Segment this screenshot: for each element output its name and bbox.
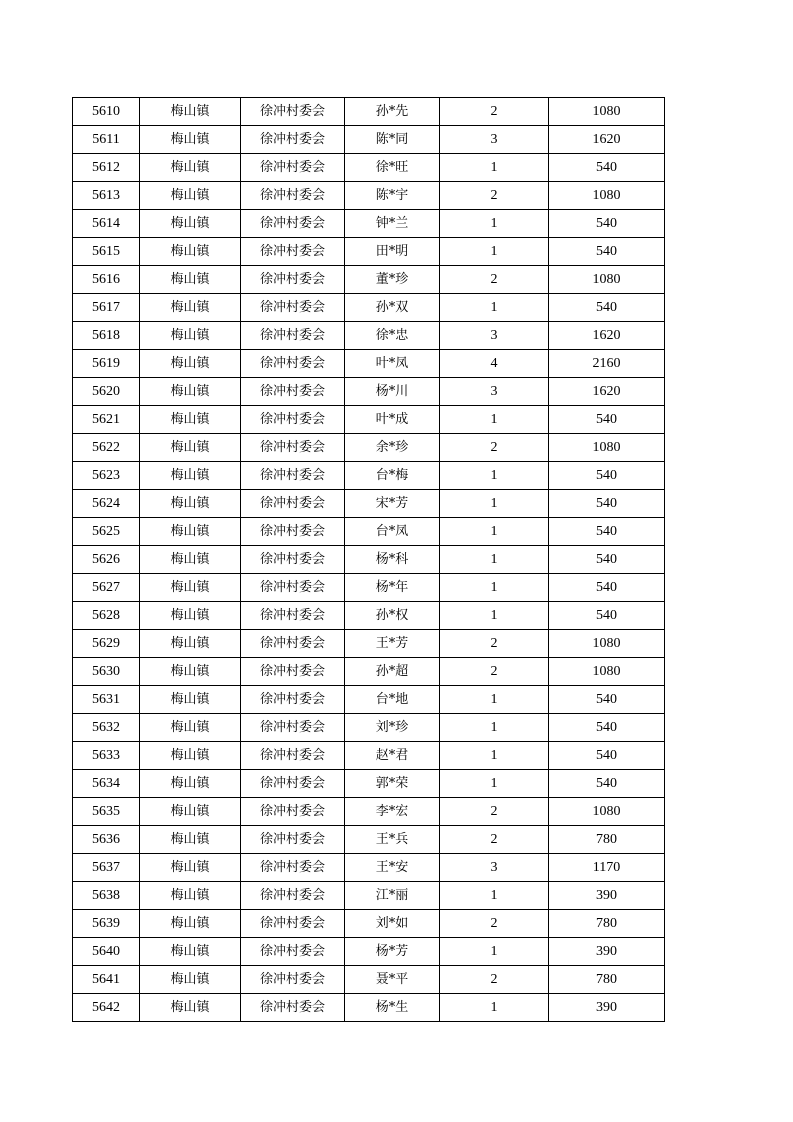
cell-household-count: 3 xyxy=(440,126,549,154)
cell-name: 杨*川 xyxy=(345,378,440,406)
cell-town: 梅山镇 xyxy=(140,378,241,406)
table-row xyxy=(73,826,665,854)
cell-name: 叶*成 xyxy=(345,406,440,434)
table-row xyxy=(73,294,665,322)
cell-town: 梅山镇 xyxy=(140,294,241,322)
cell-name: 刘*如 xyxy=(345,910,440,938)
cell-name: 余*珍 xyxy=(345,434,440,462)
cell-amount: 540 xyxy=(549,210,665,238)
cell-serial-number: 5622 xyxy=(73,434,140,462)
cell-amount: 540 xyxy=(549,770,665,798)
cell-amount: 540 xyxy=(549,154,665,182)
cell-name: 王*兵 xyxy=(345,826,440,854)
cell-town: 梅山镇 xyxy=(140,434,241,462)
table-body xyxy=(73,98,665,1022)
cell-village-committee: 徐冲村委会 xyxy=(241,686,345,714)
cell-village-committee: 徐冲村委会 xyxy=(241,322,345,350)
cell-town: 梅山镇 xyxy=(140,826,241,854)
cell-amount: 540 xyxy=(549,518,665,546)
cell-town: 梅山镇 xyxy=(140,238,241,266)
table-row xyxy=(73,210,665,238)
table-row xyxy=(73,238,665,266)
cell-town: 梅山镇 xyxy=(140,126,241,154)
cell-household-count: 1 xyxy=(440,210,549,238)
cell-amount: 1620 xyxy=(549,378,665,406)
cell-serial-number: 5636 xyxy=(73,826,140,854)
cell-household-count: 1 xyxy=(440,882,549,910)
cell-serial-number: 5621 xyxy=(73,406,140,434)
table-row xyxy=(73,966,665,994)
table-row xyxy=(73,350,665,378)
cell-town: 梅山镇 xyxy=(140,574,241,602)
cell-name: 孙*权 xyxy=(345,602,440,630)
table-row xyxy=(73,462,665,490)
cell-name: 王*芳 xyxy=(345,630,440,658)
table-row xyxy=(73,434,665,462)
cell-village-committee: 徐冲村委会 xyxy=(241,490,345,518)
cell-village-committee: 徐冲村委会 xyxy=(241,966,345,994)
cell-amount: 540 xyxy=(549,546,665,574)
cell-household-count: 1 xyxy=(440,154,549,182)
cell-serial-number: 5628 xyxy=(73,602,140,630)
cell-serial-number: 5642 xyxy=(73,994,140,1022)
cell-amount: 390 xyxy=(549,938,665,966)
cell-town: 梅山镇 xyxy=(140,882,241,910)
table-row xyxy=(73,630,665,658)
cell-village-committee: 徐冲村委会 xyxy=(241,574,345,602)
table-row xyxy=(73,126,665,154)
cell-village-committee: 徐冲村委会 xyxy=(241,714,345,742)
cell-serial-number: 5630 xyxy=(73,658,140,686)
cell-village-committee: 徐冲村委会 xyxy=(241,770,345,798)
cell-serial-number: 5627 xyxy=(73,574,140,602)
cell-town: 梅山镇 xyxy=(140,98,241,126)
cell-village-committee: 徐冲村委会 xyxy=(241,994,345,1022)
cell-village-committee: 徐冲村委会 xyxy=(241,462,345,490)
table-row xyxy=(73,574,665,602)
cell-serial-number: 5610 xyxy=(73,98,140,126)
cell-amount: 540 xyxy=(549,574,665,602)
table-row xyxy=(73,266,665,294)
cell-amount: 540 xyxy=(549,462,665,490)
table-row xyxy=(73,602,665,630)
cell-town: 梅山镇 xyxy=(140,714,241,742)
cell-household-count: 1 xyxy=(440,294,549,322)
cell-serial-number: 5633 xyxy=(73,742,140,770)
cell-amount: 390 xyxy=(549,994,665,1022)
cell-town: 梅山镇 xyxy=(140,350,241,378)
table-row xyxy=(73,490,665,518)
cell-village-committee: 徐冲村委会 xyxy=(241,742,345,770)
cell-serial-number: 5623 xyxy=(73,462,140,490)
cell-serial-number: 5616 xyxy=(73,266,140,294)
table-row xyxy=(73,882,665,910)
cell-household-count: 2 xyxy=(440,826,549,854)
cell-serial-number: 5641 xyxy=(73,966,140,994)
cell-name: 孙*超 xyxy=(345,658,440,686)
cell-serial-number: 5634 xyxy=(73,770,140,798)
cell-serial-number: 5618 xyxy=(73,322,140,350)
cell-household-count: 1 xyxy=(440,994,549,1022)
cell-name: 聂*平 xyxy=(345,966,440,994)
cell-name: 赵*君 xyxy=(345,742,440,770)
cell-amount: 1080 xyxy=(549,266,665,294)
cell-household-count: 2 xyxy=(440,266,549,294)
cell-amount: 540 xyxy=(549,490,665,518)
cell-amount: 1080 xyxy=(549,182,665,210)
cell-village-committee: 徐冲村委会 xyxy=(241,518,345,546)
cell-village-committee: 徐冲村委会 xyxy=(241,154,345,182)
cell-serial-number: 5619 xyxy=(73,350,140,378)
cell-name: 台*凤 xyxy=(345,518,440,546)
cell-serial-number: 5617 xyxy=(73,294,140,322)
cell-serial-number: 5625 xyxy=(73,518,140,546)
table-row xyxy=(73,182,665,210)
cell-amount: 780 xyxy=(549,826,665,854)
cell-household-count: 2 xyxy=(440,910,549,938)
cell-village-committee: 徐冲村委会 xyxy=(241,210,345,238)
cell-household-count: 1 xyxy=(440,602,549,630)
cell-name: 孙*先 xyxy=(345,98,440,126)
table-row xyxy=(73,322,665,350)
table-row xyxy=(73,714,665,742)
cell-amount: 1080 xyxy=(549,434,665,462)
cell-household-count: 1 xyxy=(440,714,549,742)
cell-household-count: 3 xyxy=(440,322,549,350)
cell-serial-number: 5635 xyxy=(73,798,140,826)
table-row xyxy=(73,994,665,1022)
cell-name: 江*丽 xyxy=(345,882,440,910)
cell-village-committee: 徐冲村委会 xyxy=(241,378,345,406)
cell-serial-number: 5631 xyxy=(73,686,140,714)
cell-serial-number: 5611 xyxy=(73,126,140,154)
cell-town: 梅山镇 xyxy=(140,630,241,658)
cell-town: 梅山镇 xyxy=(140,854,241,882)
cell-household-count: 1 xyxy=(440,686,549,714)
cell-name: 台*地 xyxy=(345,686,440,714)
cell-town: 梅山镇 xyxy=(140,770,241,798)
cell-village-committee: 徐冲村委会 xyxy=(241,938,345,966)
cell-village-committee: 徐冲村委会 xyxy=(241,294,345,322)
cell-town: 梅山镇 xyxy=(140,742,241,770)
cell-household-count: 1 xyxy=(440,938,549,966)
cell-amount: 540 xyxy=(549,406,665,434)
cell-village-committee: 徐冲村委会 xyxy=(241,826,345,854)
cell-name: 杨*年 xyxy=(345,574,440,602)
cell-household-count: 2 xyxy=(440,98,549,126)
cell-town: 梅山镇 xyxy=(140,910,241,938)
cell-town: 梅山镇 xyxy=(140,462,241,490)
cell-serial-number: 5624 xyxy=(73,490,140,518)
cell-town: 梅山镇 xyxy=(140,602,241,630)
cell-village-committee: 徐冲村委会 xyxy=(241,238,345,266)
cell-amount: 1170 xyxy=(549,854,665,882)
cell-amount: 540 xyxy=(549,686,665,714)
cell-household-count: 1 xyxy=(440,770,549,798)
table-row xyxy=(73,406,665,434)
cell-amount: 780 xyxy=(549,910,665,938)
cell-serial-number: 5626 xyxy=(73,546,140,574)
cell-amount: 540 xyxy=(549,714,665,742)
cell-serial-number: 5615 xyxy=(73,238,140,266)
cell-name: 孙*双 xyxy=(345,294,440,322)
cell-household-count: 2 xyxy=(440,630,549,658)
cell-town: 梅山镇 xyxy=(140,406,241,434)
cell-town: 梅山镇 xyxy=(140,266,241,294)
table-row xyxy=(73,98,665,126)
cell-name: 徐*旺 xyxy=(345,154,440,182)
table-row xyxy=(73,518,665,546)
cell-amount: 1620 xyxy=(549,322,665,350)
cell-name: 郭*荣 xyxy=(345,770,440,798)
cell-name: 钟*兰 xyxy=(345,210,440,238)
cell-village-committee: 徐冲村委会 xyxy=(241,602,345,630)
cell-household-count: 1 xyxy=(440,742,549,770)
cell-village-committee: 徐冲村委会 xyxy=(241,266,345,294)
table-row xyxy=(73,742,665,770)
cell-amount: 1080 xyxy=(549,798,665,826)
cell-amount: 1080 xyxy=(549,98,665,126)
cell-village-committee: 徐冲村委会 xyxy=(241,406,345,434)
cell-amount: 2160 xyxy=(549,350,665,378)
cell-serial-number: 5632 xyxy=(73,714,140,742)
cell-town: 梅山镇 xyxy=(140,966,241,994)
cell-household-count: 2 xyxy=(440,182,549,210)
cell-town: 梅山镇 xyxy=(140,994,241,1022)
cell-town: 梅山镇 xyxy=(140,518,241,546)
cell-village-committee: 徐冲村委会 xyxy=(241,798,345,826)
cell-serial-number: 5629 xyxy=(73,630,140,658)
cell-amount: 1620 xyxy=(549,126,665,154)
cell-household-count: 4 xyxy=(440,350,549,378)
cell-town: 梅山镇 xyxy=(140,798,241,826)
cell-village-committee: 徐冲村委会 xyxy=(241,182,345,210)
cell-name: 台*梅 xyxy=(345,462,440,490)
cell-household-count: 2 xyxy=(440,798,549,826)
cell-amount: 540 xyxy=(549,294,665,322)
cell-serial-number: 5638 xyxy=(73,882,140,910)
table-row xyxy=(73,938,665,966)
cell-serial-number: 5612 xyxy=(73,154,140,182)
cell-household-count: 3 xyxy=(440,378,549,406)
cell-village-committee: 徐冲村委会 xyxy=(241,882,345,910)
cell-serial-number: 5637 xyxy=(73,854,140,882)
cell-amount: 540 xyxy=(549,742,665,770)
cell-household-count: 2 xyxy=(440,966,549,994)
cell-name: 杨*芳 xyxy=(345,938,440,966)
cell-town: 梅山镇 xyxy=(140,938,241,966)
cell-village-committee: 徐冲村委会 xyxy=(241,658,345,686)
cell-household-count: 2 xyxy=(440,658,549,686)
cell-amount: 1080 xyxy=(549,630,665,658)
cell-village-committee: 徐冲村委会 xyxy=(241,434,345,462)
table-row xyxy=(73,658,665,686)
cell-name: 刘*珍 xyxy=(345,714,440,742)
cell-amount: 780 xyxy=(549,966,665,994)
cell-household-count: 1 xyxy=(440,462,549,490)
table-row xyxy=(73,770,665,798)
cell-name: 陈*宇 xyxy=(345,182,440,210)
cell-amount: 1080 xyxy=(549,658,665,686)
cell-household-count: 1 xyxy=(440,406,549,434)
data-table xyxy=(72,97,665,1022)
table-row xyxy=(73,910,665,938)
cell-name: 陈*同 xyxy=(345,126,440,154)
cell-town: 梅山镇 xyxy=(140,154,241,182)
cell-village-committee: 徐冲村委会 xyxy=(241,126,345,154)
table-row xyxy=(73,686,665,714)
cell-household-count: 1 xyxy=(440,490,549,518)
cell-name: 徐*忠 xyxy=(345,322,440,350)
cell-town: 梅山镇 xyxy=(140,322,241,350)
table-row xyxy=(73,546,665,574)
cell-serial-number: 5639 xyxy=(73,910,140,938)
cell-serial-number: 5620 xyxy=(73,378,140,406)
cell-village-committee: 徐冲村委会 xyxy=(241,854,345,882)
cell-amount: 540 xyxy=(549,602,665,630)
cell-household-count: 1 xyxy=(440,518,549,546)
cell-village-committee: 徐冲村委会 xyxy=(241,350,345,378)
cell-household-count: 1 xyxy=(440,574,549,602)
cell-household-count: 3 xyxy=(440,854,549,882)
cell-village-committee: 徐冲村委会 xyxy=(241,98,345,126)
cell-serial-number: 5613 xyxy=(73,182,140,210)
table-row xyxy=(73,154,665,182)
cell-name: 宋*芳 xyxy=(345,490,440,518)
cell-name: 李*宏 xyxy=(345,798,440,826)
cell-amount: 540 xyxy=(549,238,665,266)
cell-name: 田*明 xyxy=(345,238,440,266)
cell-name: 杨*科 xyxy=(345,546,440,574)
cell-town: 梅山镇 xyxy=(140,210,241,238)
cell-name: 董*珍 xyxy=(345,266,440,294)
cell-town: 梅山镇 xyxy=(140,490,241,518)
cell-village-committee: 徐冲村委会 xyxy=(241,546,345,574)
cell-serial-number: 5640 xyxy=(73,938,140,966)
cell-town: 梅山镇 xyxy=(140,658,241,686)
cell-household-count: 2 xyxy=(440,434,549,462)
cell-name: 叶*凤 xyxy=(345,350,440,378)
cell-serial-number: 5614 xyxy=(73,210,140,238)
cell-village-committee: 徐冲村委会 xyxy=(241,910,345,938)
cell-village-committee: 徐冲村委会 xyxy=(241,630,345,658)
table-row xyxy=(73,854,665,882)
cell-town: 梅山镇 xyxy=(140,546,241,574)
cell-name: 王*安 xyxy=(345,854,440,882)
cell-town: 梅山镇 xyxy=(140,686,241,714)
table-row xyxy=(73,798,665,826)
table-row xyxy=(73,378,665,406)
cell-town: 梅山镇 xyxy=(140,182,241,210)
cell-household-count: 1 xyxy=(440,238,549,266)
cell-household-count: 1 xyxy=(440,546,549,574)
cell-amount: 390 xyxy=(549,882,665,910)
cell-name: 杨*生 xyxy=(345,994,440,1022)
